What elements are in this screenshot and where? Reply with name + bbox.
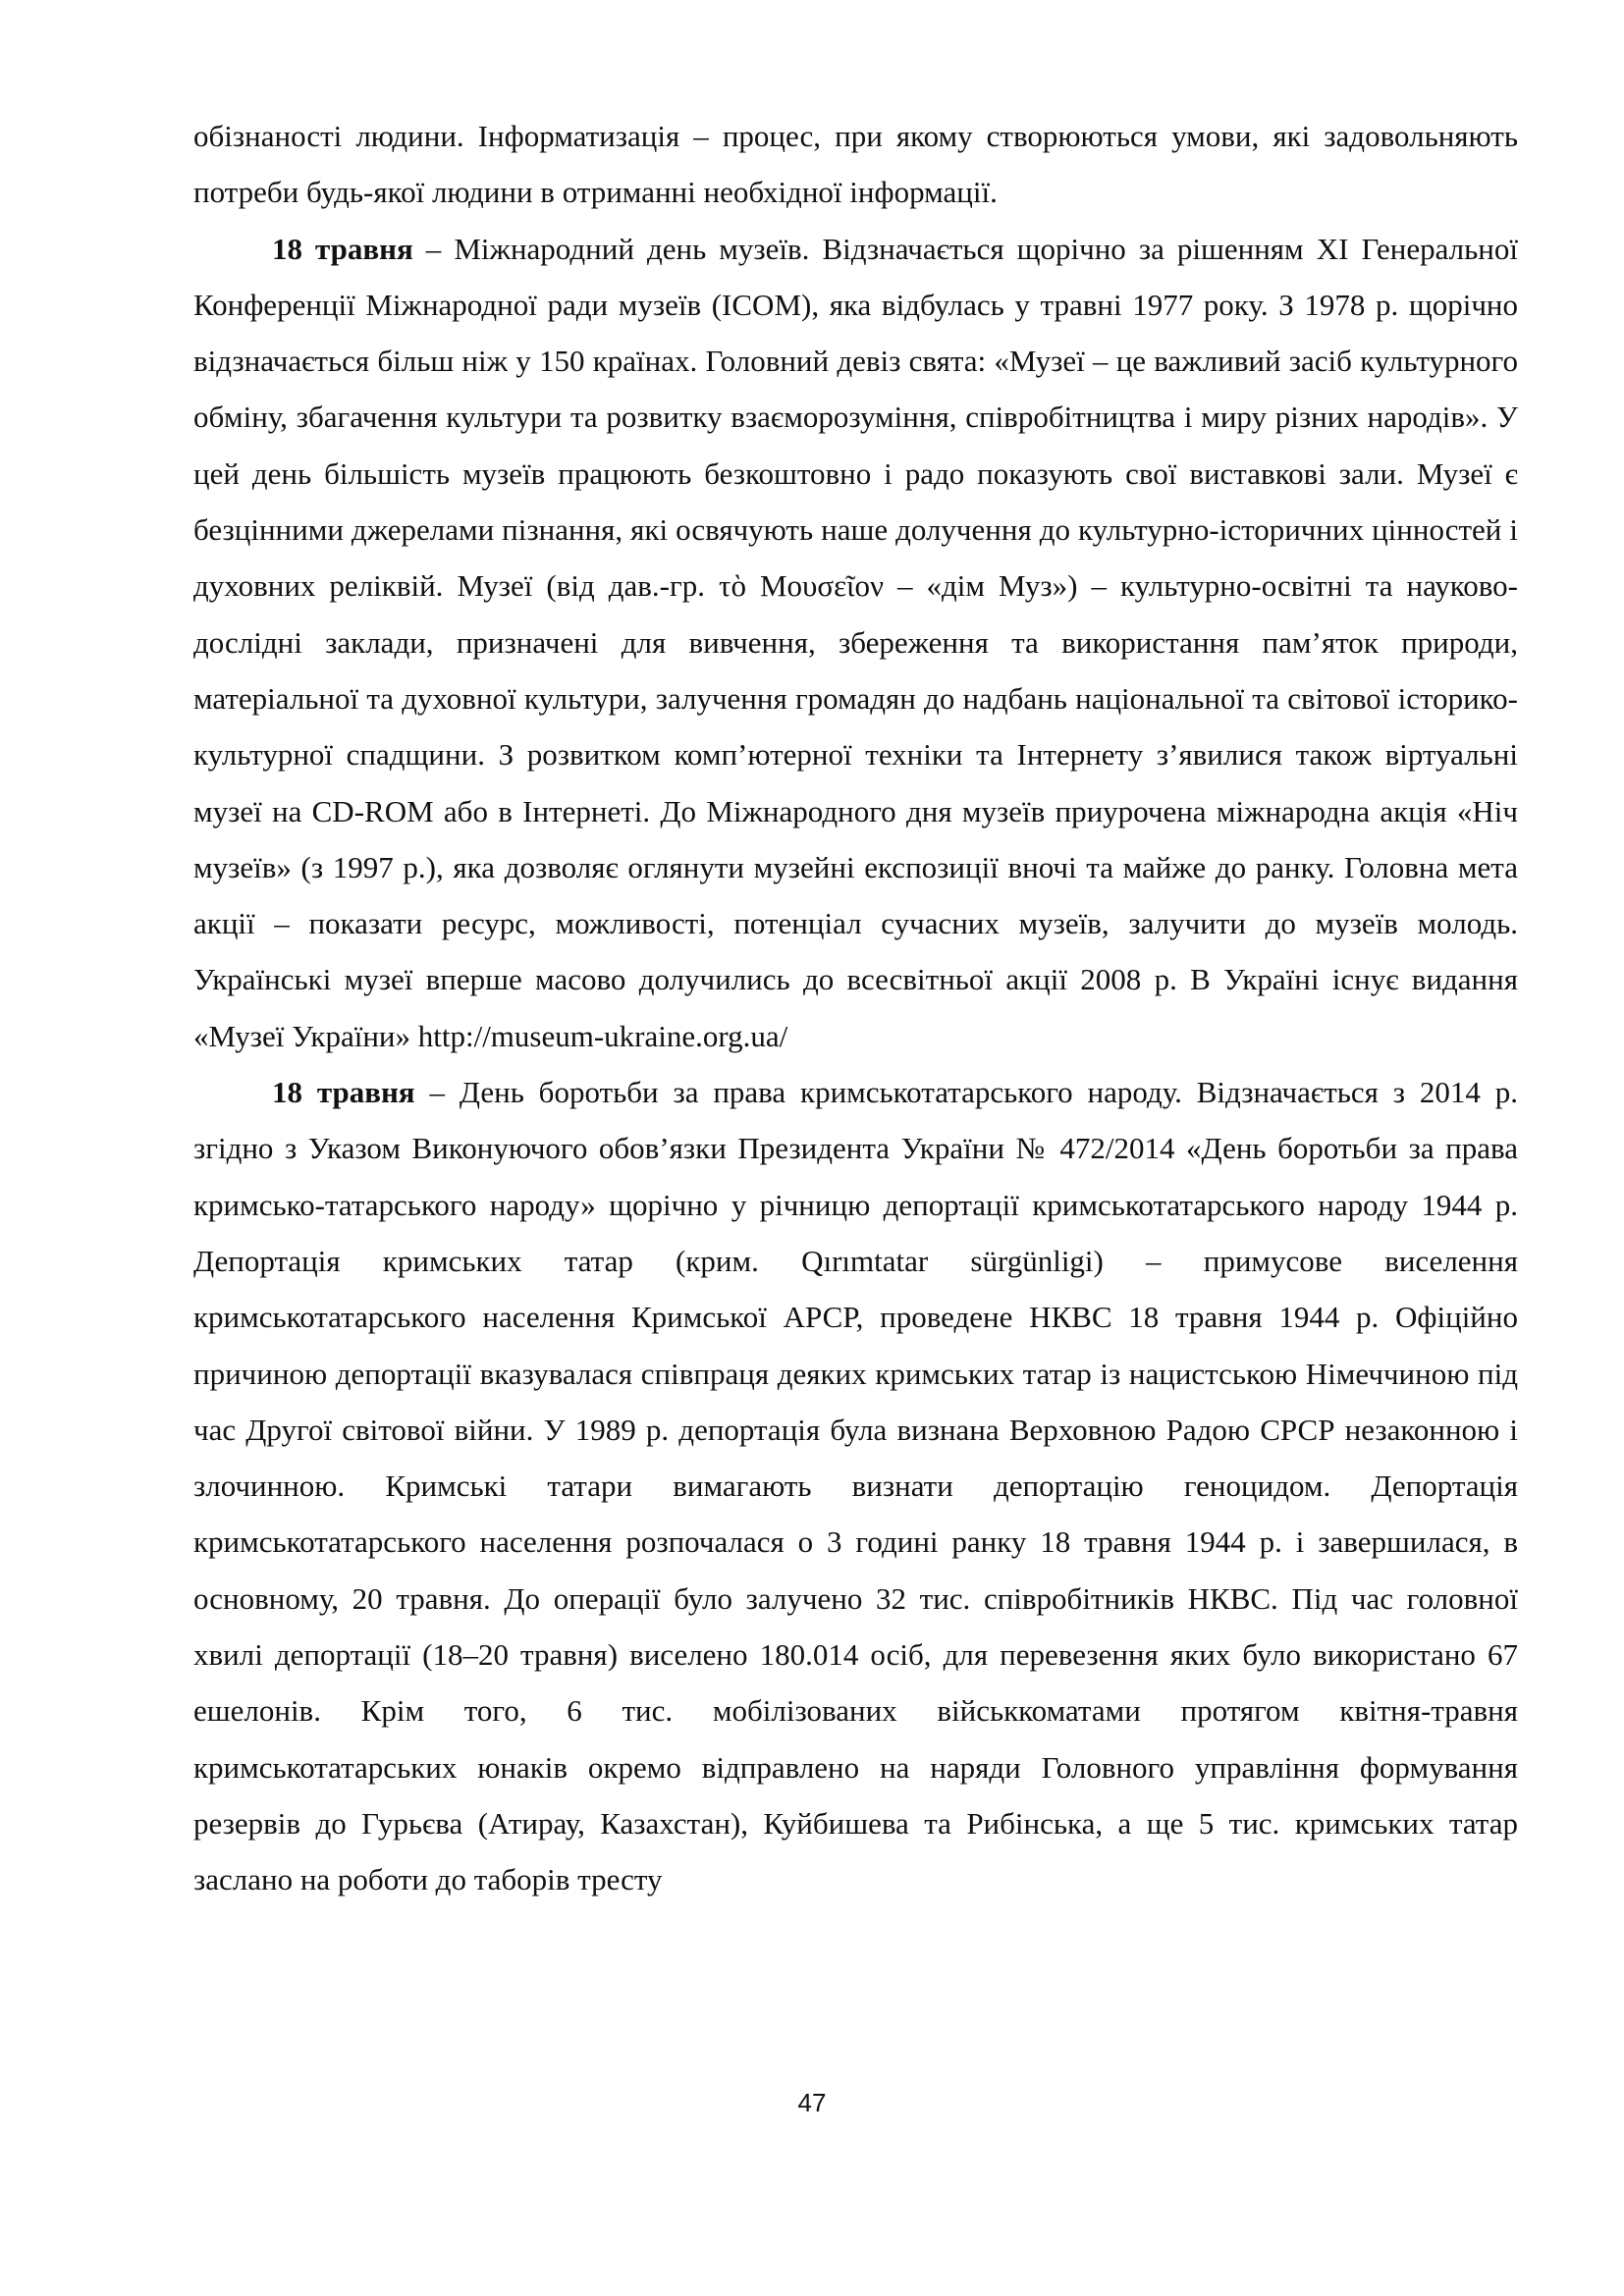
paragraph-text: – Міжнародний день музеїв. Відзначається щорічно за рішенням XI Генеральної Конференції Міжнародної ради музеїв (ICOM), яка відбулась у травні 1977 року. З 1978 р. щорічно відзначається більш ніж у 150 країнах. Головний девіз свята: «Музеї – це важливий засіб культурного обміну, збагачення культури та розвитку взаєморозуміння, співробітництва і миру різних народів». У цей день більшість музеїв працюють безкоштовно і радо показують свої виставкові зали. Музеї є безцінними джерелами пізнання, які освячують наше долучення до культурно-історичних цінностей і духовних реліквій. Музеї (від дав.-гр. τὸ Μουσεῖον – «дім Муз») – культурно-освітні та науково-дослідні заклади, призначені для вивчення, збереження та використання пам’яток природи, матеріальної та духовної культури, залучення громадян до надбань національної та світової історико-культурної спадщини. З розвитком комп’ютерної техніки та Інтернету з’явилися також віртуальні музеї на CD-ROM або в Інтернеті. До Міжнародного дня музеїв приурочена міжнародна акція «Ніч музеїв» (з 1997 р.), яка дозволяє оглянути музейні експозиції вночі та майже до ранку. Головна мета акції – показати ресурс, можливості, потенціал сучасних музеїв, залучити до музеїв молодь. Українські музеї вперше масово долучились до всесвітньої акції 2008 р. В Україні існує видання «Музеї України» http://museum-ukraine.org.ua/ [193, 231, 1518, 1053]
paragraph-museum-day [193, 221, 1518, 1064]
paragraph-text: – День боротьби за права кримськотатарського народу. Відзначається з 2014 р. згідно з Указом Виконуючого обов’язки Президента України № 472/2014 «День боротьби за права кримсько-татарського народу» щорічно у річницю депортації кримськотатарського народу 1944 р. Депортація кримських татар (крим. Qırımtatar sürgünligi) – примусове виселення кримськотатарського населення Кримської АРСР, проведене НКВС 18 травня 1944 р. Офіційно причиною депортації вказувалася співпраця деяких кримських татар із нацистською Німеччиною під час Другої світової війни. У 1989 р. депортація була визнана Верховною Радою СРСР незаконною і злочинною. Кримські татари вимагають визнати депортацію геноцидом. Депортація кримськотатарського населення розпочалася о 3 годині ранку 18 травня 1944 р. і завершилася, в основному, 20 травня. До операції було залучено 32 тис. співробітників НКВС. Під час головної хвилі депортації (18–20 травня) виселено 180.014 осіб, для перевезення яких було використано 67 ешелонів. Крім того, 6 тис. мобілізованих військкоматами протягом квітня-травня кримськотатарських юнаків окремо відправлено на наряди Головного управління формування резервів до Гурьєва (Атирау, Казахстан), Куйбишева та Рибінська, а ще 5 тис. кримських татар заслано на роботи до таборів тресту [193, 1075, 1518, 1897]
page-number: 47 [797, 2088, 827, 2117]
paragraph-text: обізнаності людини. Інформатизація – процес, при якому створюються умови, які задовольняють потреби будь-якої людини в отриманні необхідної інформації. [193, 119, 1518, 210]
document-body [193, 108, 1518, 1908]
paragraph-date: 18 травня [272, 1075, 415, 1110]
paragraph-crimean-tatar-day [193, 1064, 1518, 1907]
paragraph-date: 18 травня [272, 231, 413, 266]
paragraph-continuation [193, 108, 1518, 221]
